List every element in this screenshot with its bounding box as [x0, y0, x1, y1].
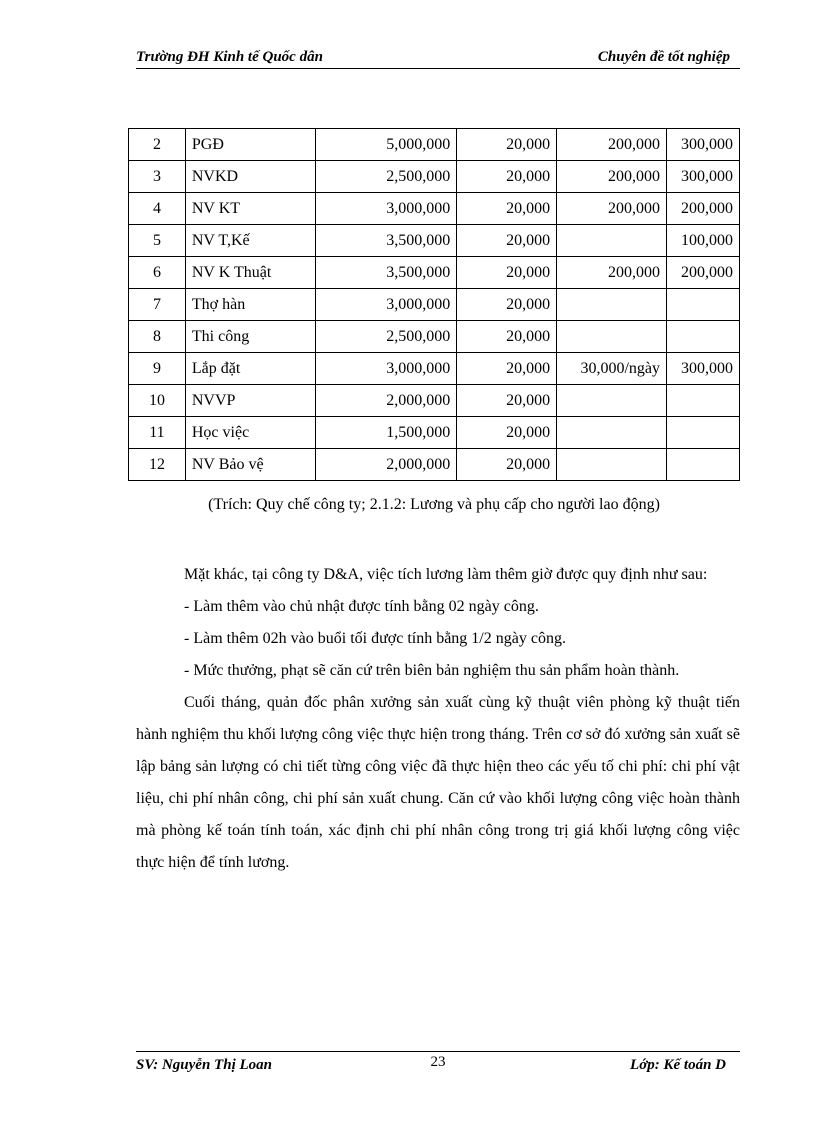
table-row [129, 193, 740, 225]
paragraph-month-end: Cuối tháng, quản đốc phân xưởng sản xuất cùng kỹ thuật viên phòng kỹ thuật tiến hành nghiệm thu khối lượng công việc thực hiện trong tháng. Trên cơ sở đó xưởng sản xuất sẽ lập bảng sản lượng có chi tiết từng công việc đã thực hiện theo các yếu tố chi phí: chi phí vật liệu, chi phí nhân công, chi phí sản xuất chung. Căn cứ vào khối lượng công việc hoàn thành mà phòng kế toán tính toán, xác định chi phí nhân công trong trị giá khối lượng công việc thực hiện để tính lương. [136, 694, 740, 871]
table-cell [557, 289, 667, 321]
table-cell [667, 321, 740, 353]
table-cell: 20,000 [457, 321, 557, 353]
table-cell: 100,000 [667, 225, 740, 257]
table-cell: 7 [129, 289, 186, 321]
table-cell: 200,000 [557, 129, 667, 161]
table-cell: 20,000 [457, 385, 557, 417]
table-cell: 3,500,000 [315, 257, 457, 289]
table-cell: 10 [129, 385, 186, 417]
table-cell [557, 385, 667, 417]
table-cell: 300,000 [667, 129, 740, 161]
table-cell: 3,500,000 [315, 225, 457, 257]
table-cell: 11 [129, 417, 186, 449]
header-school: Trường ĐH Kinh tế Quốc dân [136, 49, 323, 65]
table-cell: 9 [129, 353, 186, 385]
table-cell: 200,000 [557, 161, 667, 193]
table-cell: 20,000 [457, 129, 557, 161]
table-cell: 5 [129, 225, 186, 257]
table-row [129, 129, 740, 161]
table-cell: 20,000 [457, 161, 557, 193]
table-row [129, 449, 740, 481]
footer-class: Lớp: Kế toán D [630, 1057, 726, 1073]
table-row [129, 417, 740, 449]
table-caption: (Trích: Quy chế công ty; 2.1.2: Lương và phụ cấp cho người lao động) [208, 496, 660, 513]
paragraph-sunday-rule: - Làm thêm vào chủ nhật được tính bằng 02 ngày công. [184, 598, 539, 615]
table-cell: 200,000 [667, 257, 740, 289]
table-cell: 2,000,000 [315, 385, 457, 417]
table-cell [557, 449, 667, 481]
table-cell [667, 289, 740, 321]
paragraph-bonus-rule: - Mức thưởng, phạt sẽ căn cứ trên biên bản nghiệm thu sản phẩm hoàn thành. [184, 662, 680, 679]
table-cell: 5,000,000 [315, 129, 457, 161]
table-cell: 200,000 [557, 257, 667, 289]
table-cell: 12 [129, 449, 186, 481]
table-cell: 6 [129, 257, 186, 289]
table-cell: 20,000 [457, 257, 557, 289]
header-doc-type: Chuyên đề tốt nghiệp [597, 49, 730, 65]
table-row [129, 257, 740, 289]
table-cell: 300,000 [667, 161, 740, 193]
table-cell: Lắp đặt [185, 353, 315, 385]
table-row [129, 353, 740, 385]
table-cell: 20,000 [457, 449, 557, 481]
table-cell: 300,000 [667, 353, 740, 385]
table-cell [557, 225, 667, 257]
page-header [136, 48, 740, 69]
table-cell: NV K Thuật [185, 257, 315, 289]
table-cell [557, 417, 667, 449]
table-row [129, 225, 740, 257]
table-cell: 3,000,000 [315, 289, 457, 321]
table-cell: 200,000 [667, 193, 740, 225]
table-cell [667, 385, 740, 417]
table-cell: 2,500,000 [315, 161, 457, 193]
table-cell: 3 [129, 161, 186, 193]
page-number: 23 [430, 1054, 446, 1070]
table-cell [557, 321, 667, 353]
table-row [129, 321, 740, 353]
table-cell: NV Bảo vệ [185, 449, 315, 481]
table-cell: 20,000 [457, 353, 557, 385]
body-text [136, 559, 740, 879]
table-cell: Học việc [185, 417, 315, 449]
table-cell: 20,000 [457, 193, 557, 225]
table-cell: 1,500,000 [315, 417, 457, 449]
table-cell: PGĐ [185, 129, 315, 161]
table-cell: 20,000 [457, 417, 557, 449]
table-cell: 2 [129, 129, 186, 161]
table-cell: 200,000 [557, 193, 667, 225]
salary-table-body [129, 129, 740, 481]
table-cell: NV KT [185, 193, 315, 225]
salary-table [128, 128, 740, 481]
table-row [129, 161, 740, 193]
table-cell: 2,500,000 [315, 321, 457, 353]
table-cell: 20,000 [457, 289, 557, 321]
paragraph-overtime-intro: Mặt khác, tại công ty D&A, việc tích lương làm thêm giờ được quy định như sau: [184, 566, 708, 583]
table-cell [667, 449, 740, 481]
table-cell: 3,000,000 [315, 353, 457, 385]
table-cell: NVKD [185, 161, 315, 193]
page-footer [136, 1051, 740, 1074]
table-cell: NVVP [185, 385, 315, 417]
table-cell: 2,000,000 [315, 449, 457, 481]
table-cell: 4 [129, 193, 186, 225]
table-cell: 8 [129, 321, 186, 353]
table-cell: Thi công [185, 321, 315, 353]
paragraph-evening-rule: - Làm thêm 02h vào buổi tối được tính bằng 1/2 ngày công. [184, 630, 566, 647]
table-cell: 3,000,000 [315, 193, 457, 225]
table-cell: Thợ hàn [185, 289, 315, 321]
table-row [129, 289, 740, 321]
table-cell [667, 417, 740, 449]
table-row [129, 385, 740, 417]
table-cell: 20,000 [457, 225, 557, 257]
footer-student: SV: Nguyễn Thị Loan [136, 1057, 272, 1073]
table-cell: 30,000/ngày [557, 353, 667, 385]
table-cell: NV T,Kế [185, 225, 315, 257]
